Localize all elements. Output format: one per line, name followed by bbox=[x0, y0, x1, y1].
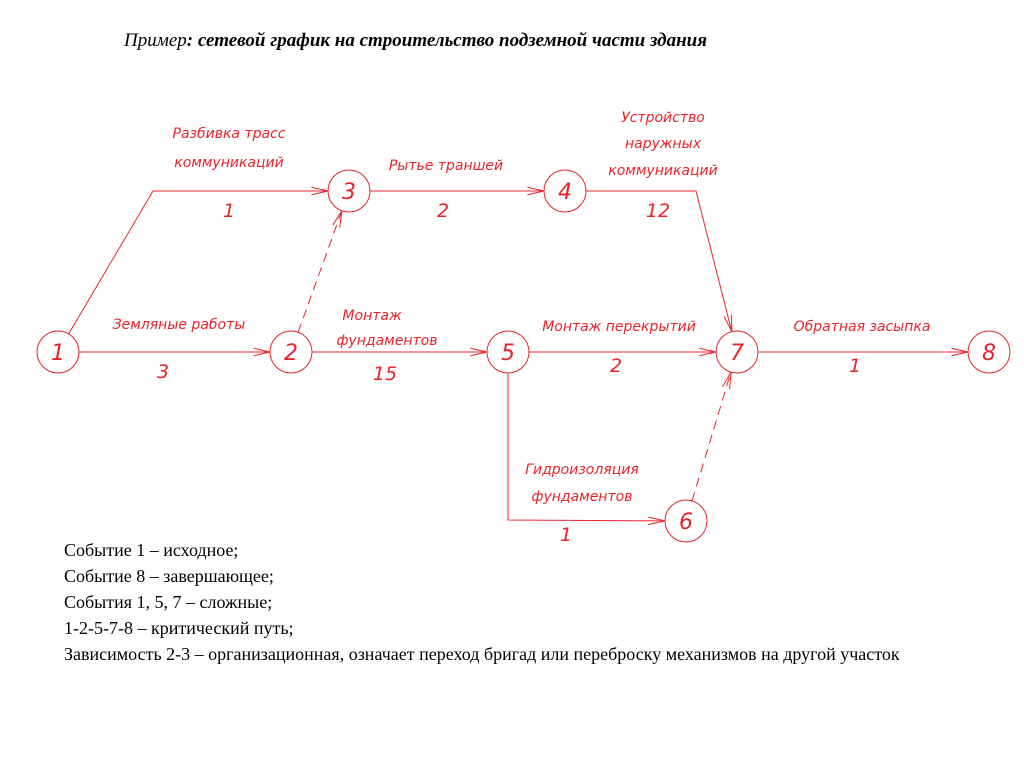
edge-7-8 bbox=[758, 348, 968, 355]
notes-block bbox=[64, 537, 938, 667]
event-number: 6 bbox=[679, 510, 693, 535]
edge-1-3 bbox=[69, 187, 328, 334]
edge-duration-label: 12 bbox=[645, 200, 671, 222]
event-number: 7 bbox=[730, 341, 744, 366]
edge-duration-label: 15 bbox=[372, 363, 398, 385]
edge-name-label: Устройство bbox=[621, 110, 705, 126]
note-line: Событие 8 – завершающее; bbox=[64, 566, 274, 586]
event-number: 8 bbox=[982, 341, 996, 366]
note-line: События 1, 5, 7 – сложные; bbox=[64, 592, 273, 612]
edge-name-label: Монтаж bbox=[342, 308, 402, 324]
event-node-3 bbox=[328, 170, 370, 212]
edge-duration-label: 1 bbox=[222, 200, 236, 222]
edge-name-label: фундаментов bbox=[531, 489, 633, 505]
edge-1-2 bbox=[79, 348, 270, 355]
edge-name-label: фундаментов bbox=[336, 333, 438, 349]
event-number: 1 bbox=[51, 341, 65, 366]
arrowhead bbox=[723, 372, 731, 389]
labels-layer bbox=[113, 110, 931, 546]
edge-2-5 bbox=[312, 348, 487, 355]
edge-duration-label: 1 bbox=[848, 355, 862, 377]
event-number: 3 bbox=[342, 180, 356, 205]
event-node-6 bbox=[665, 500, 707, 542]
event-node-5 bbox=[487, 331, 529, 373]
note-line: Зависимость 2-3 – организационная, означает переход бригад или переброску механизмов на другой участок bbox=[64, 644, 900, 664]
arrowhead bbox=[333, 211, 342, 228]
edge-name-label: Монтаж перекрытий bbox=[542, 319, 696, 335]
edge-line bbox=[69, 191, 328, 334]
edge-duration-label: 2 bbox=[609, 355, 623, 377]
event-node-1 bbox=[37, 331, 79, 373]
title-rest: : сетевой график на строительство подземной части здания bbox=[186, 30, 707, 51]
edge-5-7 bbox=[529, 348, 716, 355]
edge-duration-label: 2 bbox=[436, 200, 450, 222]
title-lead: Пример bbox=[124, 30, 187, 51]
edge-name-label: Разбивка трасс bbox=[172, 126, 286, 142]
event-node-4 bbox=[544, 170, 586, 212]
edge-duration-label: 1 bbox=[559, 524, 573, 546]
edge-line bbox=[692, 372, 731, 501]
event-node-7 bbox=[716, 331, 758, 373]
edge-duration-label: 3 bbox=[156, 361, 170, 383]
event-node-8 bbox=[968, 331, 1010, 373]
event-number: 2 bbox=[284, 341, 298, 366]
edge-6-7 bbox=[692, 372, 731, 501]
edge-name-label: коммуникаций bbox=[174, 155, 284, 171]
note-line: 1-2-5-7-8 – критический путь; bbox=[64, 618, 294, 638]
edge-name-label: Гидроизоляция bbox=[525, 462, 639, 478]
edge-name-label: Обратная засыпка bbox=[793, 319, 931, 335]
nodes-layer bbox=[37, 170, 1010, 542]
edge-name-label: коммуникаций bbox=[608, 163, 718, 179]
edge-line bbox=[298, 211, 342, 332]
edge-3-4 bbox=[370, 187, 544, 194]
edge-name-label: наружных bbox=[624, 136, 702, 152]
event-number: 5 bbox=[501, 341, 515, 366]
note-line: Событие 1 – исходное; bbox=[64, 540, 239, 560]
edge-2-3 bbox=[298, 211, 342, 332]
edge-name-label: Земляные работы bbox=[112, 317, 246, 333]
edge-name-label: Рытье траншей bbox=[388, 158, 504, 174]
event-number: 4 bbox=[558, 180, 572, 205]
event-node-2 bbox=[270, 331, 312, 373]
